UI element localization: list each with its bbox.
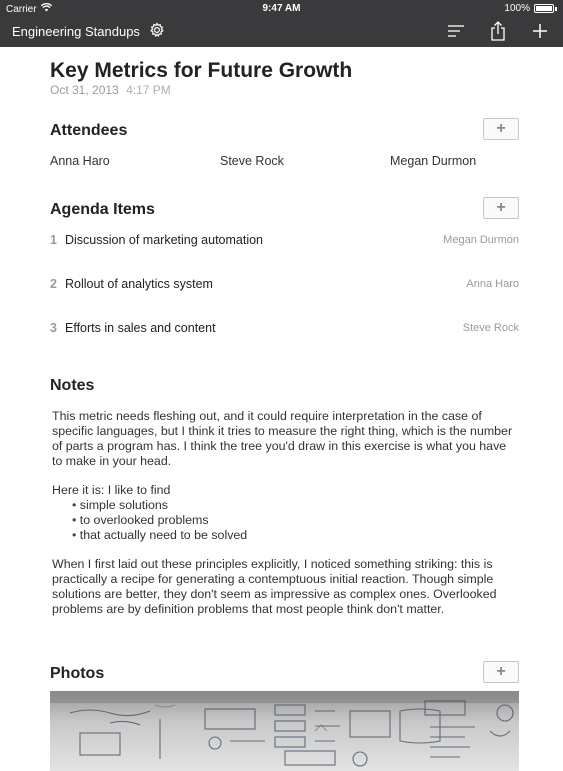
notes-bullet: • simple solutions (72, 498, 518, 513)
agenda-item[interactable] (50, 233, 519, 251)
agenda-item-number: 3 (50, 321, 57, 335)
battery (504, 3, 557, 14)
share-icon[interactable] (487, 20, 509, 42)
agenda-item-text: Discussion of marketing automation (65, 233, 264, 247)
battery-label: 100% (504, 3, 530, 14)
notes-heading: Notes (50, 377, 95, 394)
agenda-item[interactable] (50, 277, 519, 295)
attendee-name[interactable]: Anna Haro (50, 154, 110, 168)
agenda-item[interactable] (50, 321, 519, 339)
notes-bullet-list (72, 498, 518, 543)
status-time: 9:47 AM (262, 3, 301, 14)
add-attendee-button[interactable] (483, 118, 519, 140)
nav-title[interactable]: Engineering Standups (12, 24, 140, 39)
meeting-date: Oct 31, 2013 (50, 83, 119, 97)
nav-bar (0, 16, 563, 47)
meeting-datetime (50, 83, 171, 97)
meeting-title: Key Metrics for Future Growth (50, 59, 353, 82)
attendee-list (50, 154, 519, 170)
notes-list-intro: Here it is: I like to find (52, 483, 171, 497)
plus-icon: + (496, 120, 506, 137)
plus-icon[interactable] (529, 20, 551, 42)
battery-tip (555, 7, 557, 11)
agenda-item-owner: Anna Haro (466, 278, 519, 290)
agenda-item-text: Rollout of analytics system (65, 277, 213, 291)
gear-icon[interactable] (149, 22, 165, 38)
agenda-item-number: 2 (50, 277, 57, 291)
add-photo-button[interactable] (483, 661, 519, 683)
top-bar (0, 0, 563, 47)
whiteboard-sketch (50, 691, 519, 771)
nav-actions (445, 20, 551, 42)
notes-body[interactable] (52, 409, 518, 631)
plus-icon: + (496, 199, 506, 216)
whiteboard-photo[interactable] (50, 691, 519, 771)
meeting-time: 4:17 PM (126, 83, 171, 97)
notes-bullet: • that actually need to be solved (72, 528, 518, 543)
status-bar (0, 0, 563, 16)
attendee-name[interactable]: Steve Rock (220, 154, 284, 168)
agenda-item-number: 1 (50, 233, 57, 247)
notes-paragraph: This metric needs fleshing out, and it could require interpretation in the case of specific languages, but I think it tries to measure the right thing, which is the number of parts a program has. I think the tree you'd draw in this exercise is what you have to make in your head. (52, 409, 513, 468)
photos-heading: Photos (50, 665, 105, 682)
notes-bullet: • to overlooked problems (72, 513, 518, 528)
plus-icon: + (496, 663, 506, 680)
carrier-label: Carrier (6, 3, 37, 15)
notes-paragraph: When I first laid out these principles explicitly, I noticed something striking: this is practically a recipe for generating a contemptuous initial reaction. Though simple solutions are better, they don't seem as impressive as complex ones. Overlooked problems are by definition problems that most people think don't matter. (52, 557, 497, 616)
battery-icon (534, 4, 554, 13)
add-agenda-item-button[interactable] (483, 197, 519, 219)
list-icon[interactable] (445, 20, 467, 42)
attendee-name[interactable]: Megan Durmon (390, 154, 477, 168)
agenda-item-text: Efforts in sales and content (65, 321, 216, 335)
agenda-item-owner: Steve Rock (462, 322, 519, 334)
attendees-heading: Attendees (50, 122, 128, 139)
agenda-heading: Agenda Items (50, 201, 155, 218)
agenda-item-owner: Megan Durmon (443, 234, 519, 246)
